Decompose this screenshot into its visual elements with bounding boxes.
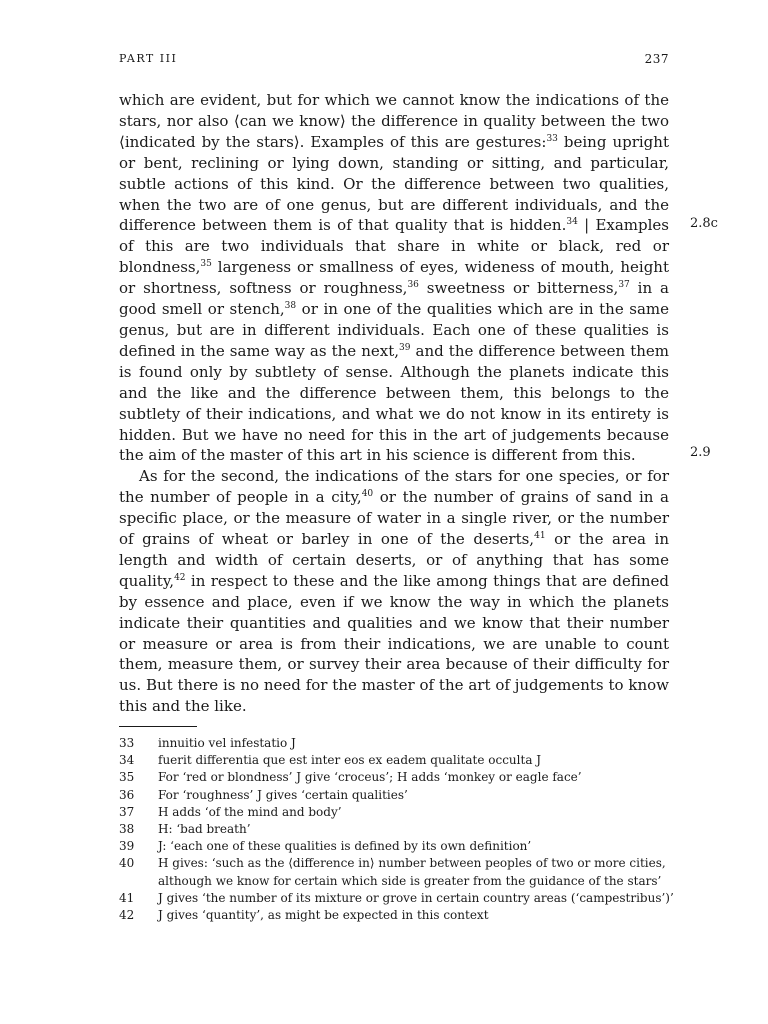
footnote-ref: 42 [174, 572, 186, 583]
footnote-number: 34 [119, 753, 135, 768]
text-run: in respect to these and the like among things that are defined by essence and place, even if we know the way in which the planets indicate their quantities and qualities and we know that their number or measure or area is from their indications, we are unable to count them, measure them, or survey their area because of their difficulty for us. But there is no need for the master of the art of judgements to know this and the like. [119, 571, 669, 716]
margin-section-note: 2.8c [690, 216, 718, 231]
footnote-ref: 38 [284, 301, 297, 312]
margin-section-note: 2.9 [690, 445, 711, 460]
footnote-text: innuitio vel infestatio J [158, 736, 296, 750]
body-text [119, 90, 669, 717]
paragraph-2 [119, 466, 669, 717]
footnote-text: fuerit differentia que est inter eos ex eadem qualitate occulta J [158, 753, 542, 768]
footnote-number: 40 [119, 856, 135, 871]
footnote-text: J: ‘each one of these qualities is defined by its own definition’ [158, 839, 532, 854]
text-run: sweetness or bitterness, [418, 279, 619, 298]
footnote [119, 769, 679, 786]
footnote-ref: 40 [361, 489, 374, 500]
footnote [119, 804, 679, 821]
footnote-number: 38 [119, 822, 135, 837]
footnotes [119, 735, 679, 924]
footnote-ref: 37 [618, 280, 630, 291]
footnote-number: 33 [119, 736, 135, 750]
text-run: and the difference between them is found only by subtlety of sense. Although the planets indicate this and the like and the difference between them, this belongs to the subtlety of their indications, and what we do not know in its entirety is hidden. But we have no need for this in the art of judgements because the aim of the master of this art in his science is different from this. [119, 341, 669, 465]
footnote-text: For ‘red or blondness’ J give ‘croceus’; H adds ‘monkey or eagle face’ [158, 770, 582, 785]
text-run: or in one of the qualities which are in the same genus, but are in different individuals. Each one of these qualities is defined in the same way as the next, [119, 300, 670, 360]
footnote-ref: 39 [399, 342, 411, 353]
text-run: or the area in length and width of certain deserts, or of anything that has some quality, [119, 530, 670, 590]
footnote-ref: 33 [546, 133, 558, 144]
footnote [119, 890, 679, 907]
text-run: As for the second, the indications of the stars for one species, or for the number of people in a city, [119, 467, 669, 507]
footnote-number: 42 [119, 908, 135, 923]
text-run: being upright or bent, reclining or lying down, standing or sitting, and particular, subtle actions of this kind. Or the difference between two qualities, when the two are of one genus, but are different individuals, and the difference between them is of that quality that is hidden. [119, 132, 669, 235]
footnote-ref: 34 [566, 217, 578, 228]
text-run: or the number of grains of sand in a specific place, or the measure of water in a single river, or the number of grains of wheat or barley in one of the deserts, [119, 488, 669, 549]
footnote [119, 787, 679, 804]
text-run: largeness or smallness of eyes, wideness of mouth, height or shortness, softness or roughness, [119, 258, 669, 298]
footnote-number: 39 [119, 839, 135, 854]
footnote-number: 36 [119, 787, 135, 802]
footnote-rule [119, 726, 197, 727]
footnote-ref: 35 [200, 259, 212, 270]
page-number: 237 [644, 52, 669, 66]
footnote [119, 752, 679, 769]
footnote-text: H: ‘bad breath’ [158, 822, 251, 837]
footnote [119, 907, 679, 924]
text-run: | Examples of this are two individuals that share in white or black, red or blondness, [119, 216, 670, 277]
footnote-text: H adds ‘of the mind and body’ [158, 804, 342, 819]
footnote-number: 37 [119, 804, 135, 819]
footnote [119, 735, 679, 752]
footnote [119, 855, 679, 889]
footnote-number: 35 [119, 770, 135, 785]
footnote-number: 41 [119, 890, 135, 905]
running-head-part: PART III [119, 52, 178, 65]
footnote [119, 838, 679, 855]
text-run: in a good smell or stench, [119, 279, 670, 319]
footnote-text: For ‘roughness’ J gives ‘certain qualities’ [158, 787, 408, 802]
running-header [119, 52, 669, 70]
footnote-text: J gives ‘quantity’, as might be expected in this context [158, 908, 489, 923]
footnote-ref: 36 [407, 280, 419, 291]
footnote-ref: 41 [534, 531, 546, 542]
footnote [119, 821, 679, 838]
paragraph-1 [119, 90, 669, 466]
footnote-text: H gives: ‘such as the ⟨difference in⟩ number between peoples of two or more cities, although we know for certain which side is greater from the guidance of the stars’ [158, 856, 666, 888]
footnote-text: J gives ‘the number of its mixture or grove in certain country areas (‘campestribus’)’ [158, 890, 674, 905]
text-run: which are evident, but for which we cannot know the indications of the stars, nor also ⟨can we know⟩ the difference in quality between the two ⟨indicated by the stars⟩. Examples of this are gestures: [119, 91, 669, 151]
